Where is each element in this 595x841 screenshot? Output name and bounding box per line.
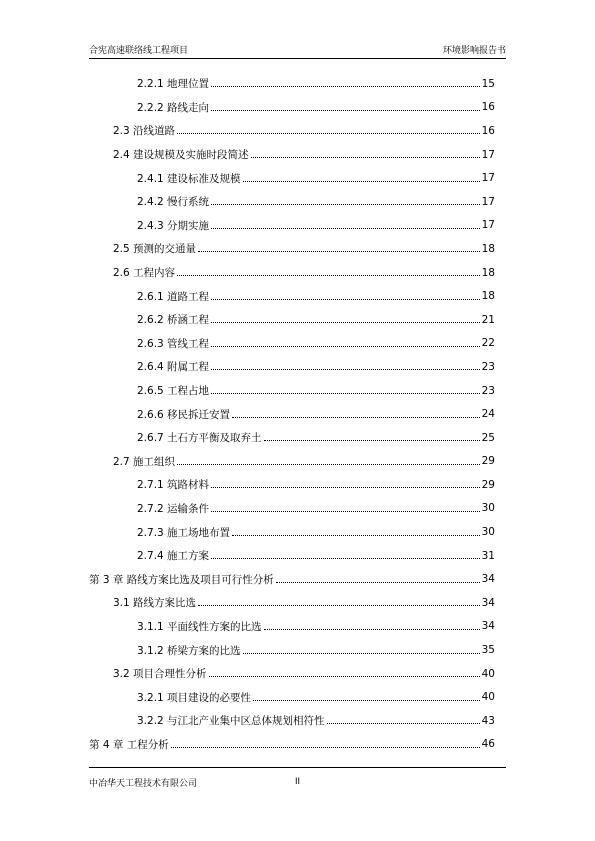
toc-entry[interactable] <box>89 473 495 497</box>
toc-dot-leader <box>211 393 480 394</box>
toc-entry-label: 2.6.4 附属工程 <box>137 361 210 374</box>
page-header <box>89 40 506 59</box>
toc-dot-leader <box>177 275 480 276</box>
toc-entry-label: 3.2 项目合理性分析 <box>113 668 207 681</box>
toc-entry[interactable] <box>89 567 495 591</box>
toc-entry[interactable] <box>89 379 495 403</box>
toc-entry-page-number: 29 <box>481 455 495 468</box>
toc-dot-leader <box>243 181 480 182</box>
toc-entry-page-number: 29 <box>481 478 495 491</box>
toc-entry-page-number: 43 <box>481 714 495 727</box>
toc-entry[interactable] <box>89 119 495 143</box>
toc-dot-leader <box>211 346 480 347</box>
toc-dot-leader <box>276 582 480 583</box>
toc-dot-leader <box>211 86 480 87</box>
toc-entry-label: 2.7.4 施工方案 <box>137 550 210 563</box>
toc-entry[interactable] <box>89 332 495 356</box>
toc-entry-label: 2.7 施工组织 <box>113 455 176 468</box>
toc-dot-leader <box>211 322 480 323</box>
toc-entry[interactable] <box>89 72 495 96</box>
toc-entry-page-number: 17 <box>481 195 495 208</box>
toc-dot-leader <box>198 251 480 252</box>
toc-entry-page-number: 25 <box>481 431 495 444</box>
toc-entry[interactable] <box>89 426 495 450</box>
toc-entry-label: 2.6.1 道路工程 <box>137 290 210 303</box>
toc-entry-page-number: 18 <box>481 266 495 279</box>
toc-entry[interactable] <box>89 450 495 474</box>
toc-entry-page-number: 15 <box>481 77 495 90</box>
toc-entry-page-number: 31 <box>481 549 495 562</box>
toc-entry-label: 2.4.3 分期实施 <box>137 219 210 232</box>
toc-entry[interactable] <box>89 284 495 308</box>
toc-entry-page-number: 21 <box>481 313 495 326</box>
toc-entry[interactable] <box>89 237 495 261</box>
toc-entry[interactable] <box>89 166 495 190</box>
toc-entry-label: 3.1.1 平面线性方案的比选 <box>137 620 262 633</box>
toc-entry[interactable] <box>89 615 495 639</box>
toc-entry[interactable] <box>89 544 495 568</box>
toc-dot-leader <box>177 464 480 465</box>
toc-dot-leader <box>251 157 480 158</box>
toc-entry[interactable] <box>89 709 495 733</box>
toc-dot-leader <box>243 653 480 654</box>
page-footer <box>89 767 506 789</box>
toc-dot-leader <box>232 417 480 418</box>
toc-dot-leader <box>264 440 480 441</box>
toc-entry-page-number: 18 <box>481 242 495 255</box>
table-of-contents <box>89 72 495 756</box>
toc-dot-leader <box>327 723 480 724</box>
toc-entry[interactable] <box>89 96 495 120</box>
toc-entry-label: 第 4 章 工程分析 <box>89 738 169 751</box>
toc-entry-label: 2.7.2 运输条件 <box>137 502 210 515</box>
toc-entry-page-number: 35 <box>481 644 495 657</box>
toc-entry-label: 2.6.6 移民拆迁安置 <box>137 408 231 421</box>
toc-entry[interactable] <box>89 733 495 757</box>
toc-entry[interactable] <box>89 662 495 686</box>
toc-dot-leader <box>209 676 480 677</box>
toc-entry-label: 2.7.3 施工场地布置 <box>137 526 231 539</box>
toc-entry-page-number: 23 <box>481 360 495 373</box>
toc-entry-label: 2.7.1 筑路材料 <box>137 479 210 492</box>
toc-entry[interactable] <box>89 497 495 521</box>
toc-entry-label: 2.4 建设规模及实施时段简述 <box>113 149 249 162</box>
toc-entry-page-number: 22 <box>481 337 495 350</box>
toc-entry-label: 2.5 预测的交通量 <box>113 243 197 256</box>
toc-entry[interactable] <box>89 355 495 379</box>
toc-dot-leader <box>177 133 480 134</box>
footer-company-name: 中冶华天工程技术有限公司 <box>89 779 198 789</box>
toc-entry-page-number: 34 <box>481 620 495 633</box>
toc-entry-page-number: 23 <box>481 384 495 397</box>
toc-dot-leader <box>211 511 480 512</box>
toc-dot-leader <box>211 110 480 111</box>
header-document-type: 环境影响报告书 <box>442 46 506 56</box>
toc-entry-label: 2.6.5 工程占地 <box>137 385 210 398</box>
toc-entry-label: 3.1.2 桥梁方案的比选 <box>137 644 241 657</box>
toc-entry[interactable] <box>89 308 495 332</box>
toc-entry-label: 2.6.2 桥涵工程 <box>137 314 210 327</box>
toc-entry-label: 2.6.3 管线工程 <box>137 337 210 350</box>
toc-entry-page-number: 18 <box>481 290 495 303</box>
toc-dot-leader <box>211 299 480 300</box>
toc-entry-page-number: 40 <box>481 667 495 680</box>
toc-dot-leader <box>211 558 480 559</box>
toc-entry-label: 2.4.1 建设标准及规模 <box>137 172 241 185</box>
toc-entry[interactable] <box>89 685 495 709</box>
toc-dot-leader <box>264 629 480 630</box>
toc-entry-label: 3.1 路线方案比选 <box>113 597 197 610</box>
toc-dot-leader <box>232 535 480 536</box>
toc-entry-label: 2.6.7 土石方平衡及取弃土 <box>137 432 262 445</box>
toc-entry-page-number: 24 <box>481 408 495 421</box>
toc-entry-page-number: 16 <box>481 124 495 137</box>
toc-dot-leader <box>198 605 480 606</box>
toc-entry-page-number: 30 <box>481 502 495 515</box>
toc-dot-leader <box>171 747 480 748</box>
toc-entry[interactable] <box>89 638 495 662</box>
toc-entry[interactable] <box>89 520 495 544</box>
toc-entry[interactable] <box>89 261 495 285</box>
toc-entry-label: 2.2.1 地理位置 <box>137 78 210 91</box>
toc-entry-page-number: 34 <box>481 596 495 609</box>
toc-entry-page-number: 17 <box>481 172 495 185</box>
toc-entry-label: 第 3 章 路线方案比选及项目可行性分析 <box>89 573 274 586</box>
toc-dot-leader <box>211 204 480 205</box>
toc-entry-label: 2.4.2 慢行系统 <box>137 196 210 209</box>
toc-entry-page-number: 34 <box>481 573 495 586</box>
toc-dot-leader <box>211 228 480 229</box>
toc-entry-label: 3.2.2 与江北产业集中区总体规划相符性 <box>137 715 325 728</box>
toc-entry-page-number: 40 <box>481 691 495 704</box>
toc-dot-leader <box>211 369 480 370</box>
toc-entry[interactable] <box>89 190 495 214</box>
toc-entry[interactable] <box>89 591 495 615</box>
toc-entry-label: 2.3 沿线道路 <box>113 125 176 138</box>
toc-entry-page-number: 17 <box>481 148 495 161</box>
toc-entry-page-number: 17 <box>481 219 495 232</box>
toc-entry-page-number: 16 <box>481 101 495 114</box>
toc-entry-label: 2.6 工程内容 <box>113 267 176 280</box>
footer-page-number: II <box>294 776 300 786</box>
header-project-title: 合宪高速联络线工程项目 <box>89 46 189 56</box>
toc-entry[interactable] <box>89 402 495 426</box>
toc-entry-page-number: 46 <box>481 738 495 751</box>
toc-entry[interactable] <box>89 143 495 167</box>
toc-entry[interactable] <box>89 214 495 238</box>
toc-dot-leader <box>211 487 480 488</box>
toc-entry-page-number: 30 <box>481 526 495 539</box>
toc-dot-leader <box>253 700 480 701</box>
toc-entry-label: 3.2.1 项目建设的必要性 <box>137 691 252 704</box>
toc-entry-label: 2.2.2 路线走向 <box>137 101 210 114</box>
